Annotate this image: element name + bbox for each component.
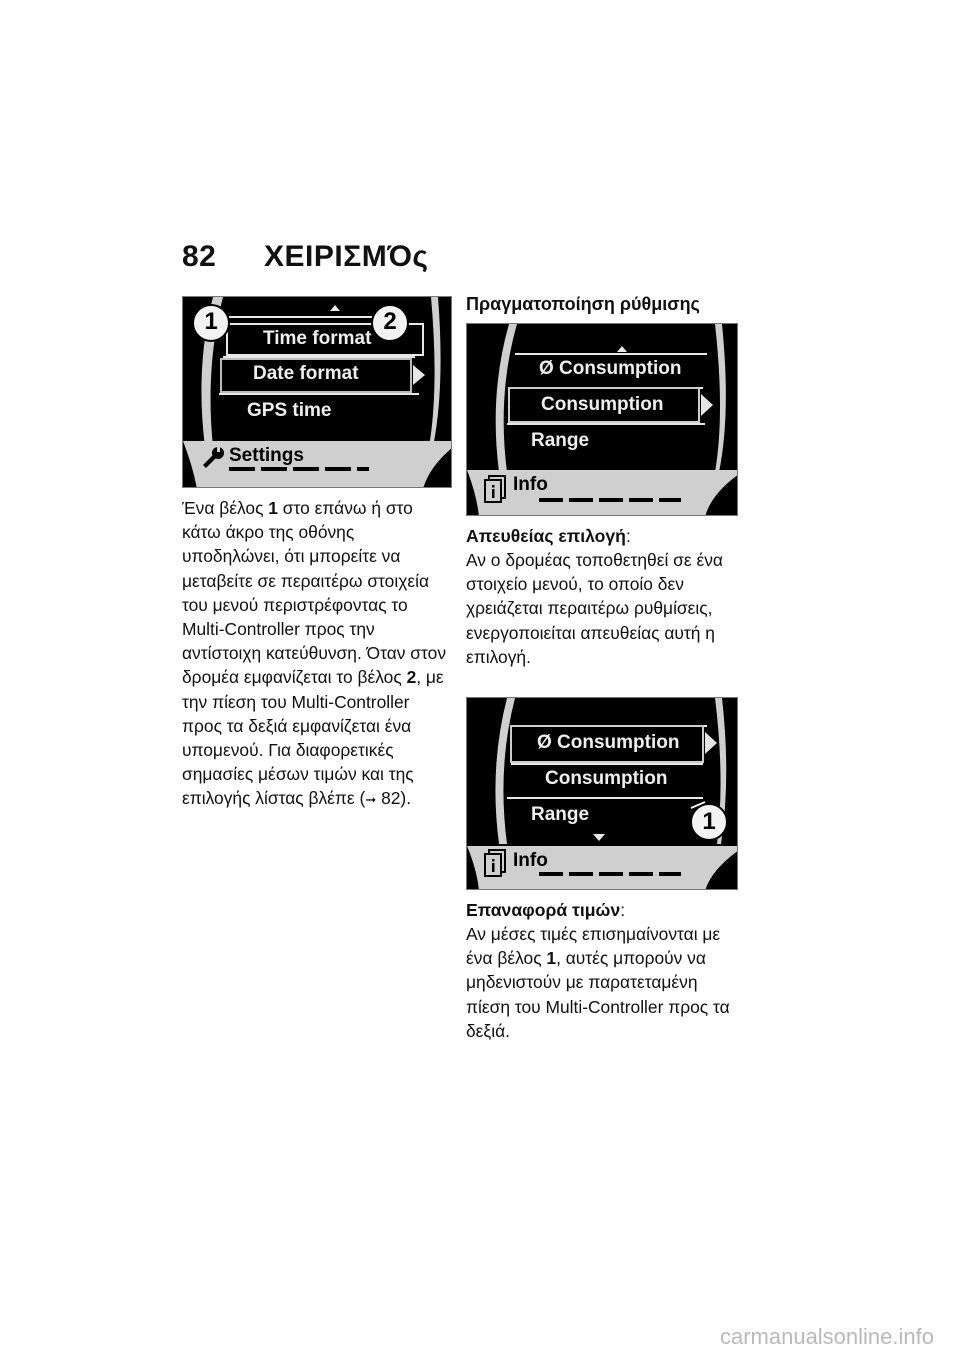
heading-text: Επαναφορά τιμών bbox=[466, 900, 621, 921]
menu-footer-info: Info bbox=[513, 474, 548, 495]
consumption-reset-screen bbox=[466, 697, 738, 890]
menu-item-consumption: Consumption bbox=[545, 768, 668, 790]
menu-footer-info: Info bbox=[513, 850, 548, 872]
right-column bbox=[466, 292, 741, 1043]
text-run: , με την πίεση του Multi-Controller προς τα δεξιά εμφανίζεται ένα υπομενού. Για διαφορετικές σημασίες μέσων τιμών και της επιλογής λίστας βλέπε ( bbox=[182, 667, 444, 809]
page-title: ΧΕΙΡΙΣΜΌς bbox=[264, 240, 429, 273]
settings-menu-graphic bbox=[183, 297, 452, 488]
arrow-1-ref: 1 bbox=[546, 948, 557, 969]
menu-item-avg-consumption: Ø Consumption bbox=[539, 358, 682, 379]
direct-selection-text: Αν ο δρομέας τοποθετηθεί σε ένα στοιχείο μενού, το οποίο δεν χρειάζεται περαιτέρω ρυθμίσεις, ενεργοποιείται απευθείας αυτή η επιλογή. bbox=[466, 550, 723, 667]
info-icon bbox=[485, 850, 505, 876]
callout-1: 1 bbox=[204, 308, 218, 335]
page-ref-arrow-icon: ➞ bbox=[365, 792, 377, 808]
heading-colon: : bbox=[625, 526, 631, 546]
menu-item-avg-consumption: Ø Consumption bbox=[537, 732, 680, 754]
heading-text: Απευθείας επιλογή bbox=[466, 526, 626, 546]
section-title: Πραγματοποίηση ρύθμισης bbox=[466, 294, 700, 314]
menu-item-range: Range bbox=[531, 430, 590, 451]
watermark: carmanualsonline.info bbox=[719, 1324, 934, 1349]
callout-1: 1 bbox=[702, 808, 716, 836]
reset-values-heading bbox=[466, 898, 741, 922]
page-ref: 82 bbox=[381, 788, 401, 809]
text-run: Αν μέσες τιμές επισημαίνονται με ένα βέλος bbox=[466, 924, 721, 969]
consumption-menu-screen bbox=[466, 323, 738, 516]
reset-values-text bbox=[466, 922, 741, 1043]
arrow-2-ref: 2 bbox=[406, 667, 417, 688]
page-header bbox=[182, 240, 429, 274]
text-run: ). bbox=[400, 788, 412, 809]
intro-paragraph bbox=[182, 496, 452, 813]
text-run: στο επάνω ή στο κάτω άκρο της οθόνης υποδηλώνει, ότι μπορείτε να μεταβείτε σε περαιτέρω στοιχεία του μενού περιστρέφοντας το Multi-Controller προς την αντίστοιχη κατεύθυνση. Όταν στον δρομέα εμφανίζεται το βέλος bbox=[182, 498, 447, 688]
left-column bbox=[182, 296, 452, 813]
heading-colon: : bbox=[620, 900, 626, 921]
page-number: 82 bbox=[182, 240, 217, 273]
settings-menu-screen bbox=[182, 296, 452, 488]
menu-item-consumption: Consumption bbox=[541, 394, 664, 415]
text-run: Ένα βέλος bbox=[182, 498, 269, 518]
menu-footer-settings: Settings bbox=[229, 445, 304, 466]
menu-item-range: Range bbox=[531, 804, 590, 826]
info-icon bbox=[485, 476, 505, 502]
direct-selection-heading bbox=[466, 524, 741, 548]
text-run: , αυτές μπορούν να μηδενιστούν με παρατεταμένη πίεση του Multi-Controller προς τα δεξιά. bbox=[466, 948, 730, 1041]
menu-item-date-format: Date format bbox=[253, 363, 359, 384]
consumption-menu-graphic bbox=[467, 324, 738, 516]
menu-item-time-format: Time format bbox=[263, 328, 372, 349]
arrow-1-ref: 1 bbox=[268, 498, 278, 518]
callout-2: 2 bbox=[383, 308, 397, 335]
menu-item-gps-time: GPS time bbox=[247, 400, 332, 421]
consumption-reset-graphic bbox=[467, 698, 738, 890]
